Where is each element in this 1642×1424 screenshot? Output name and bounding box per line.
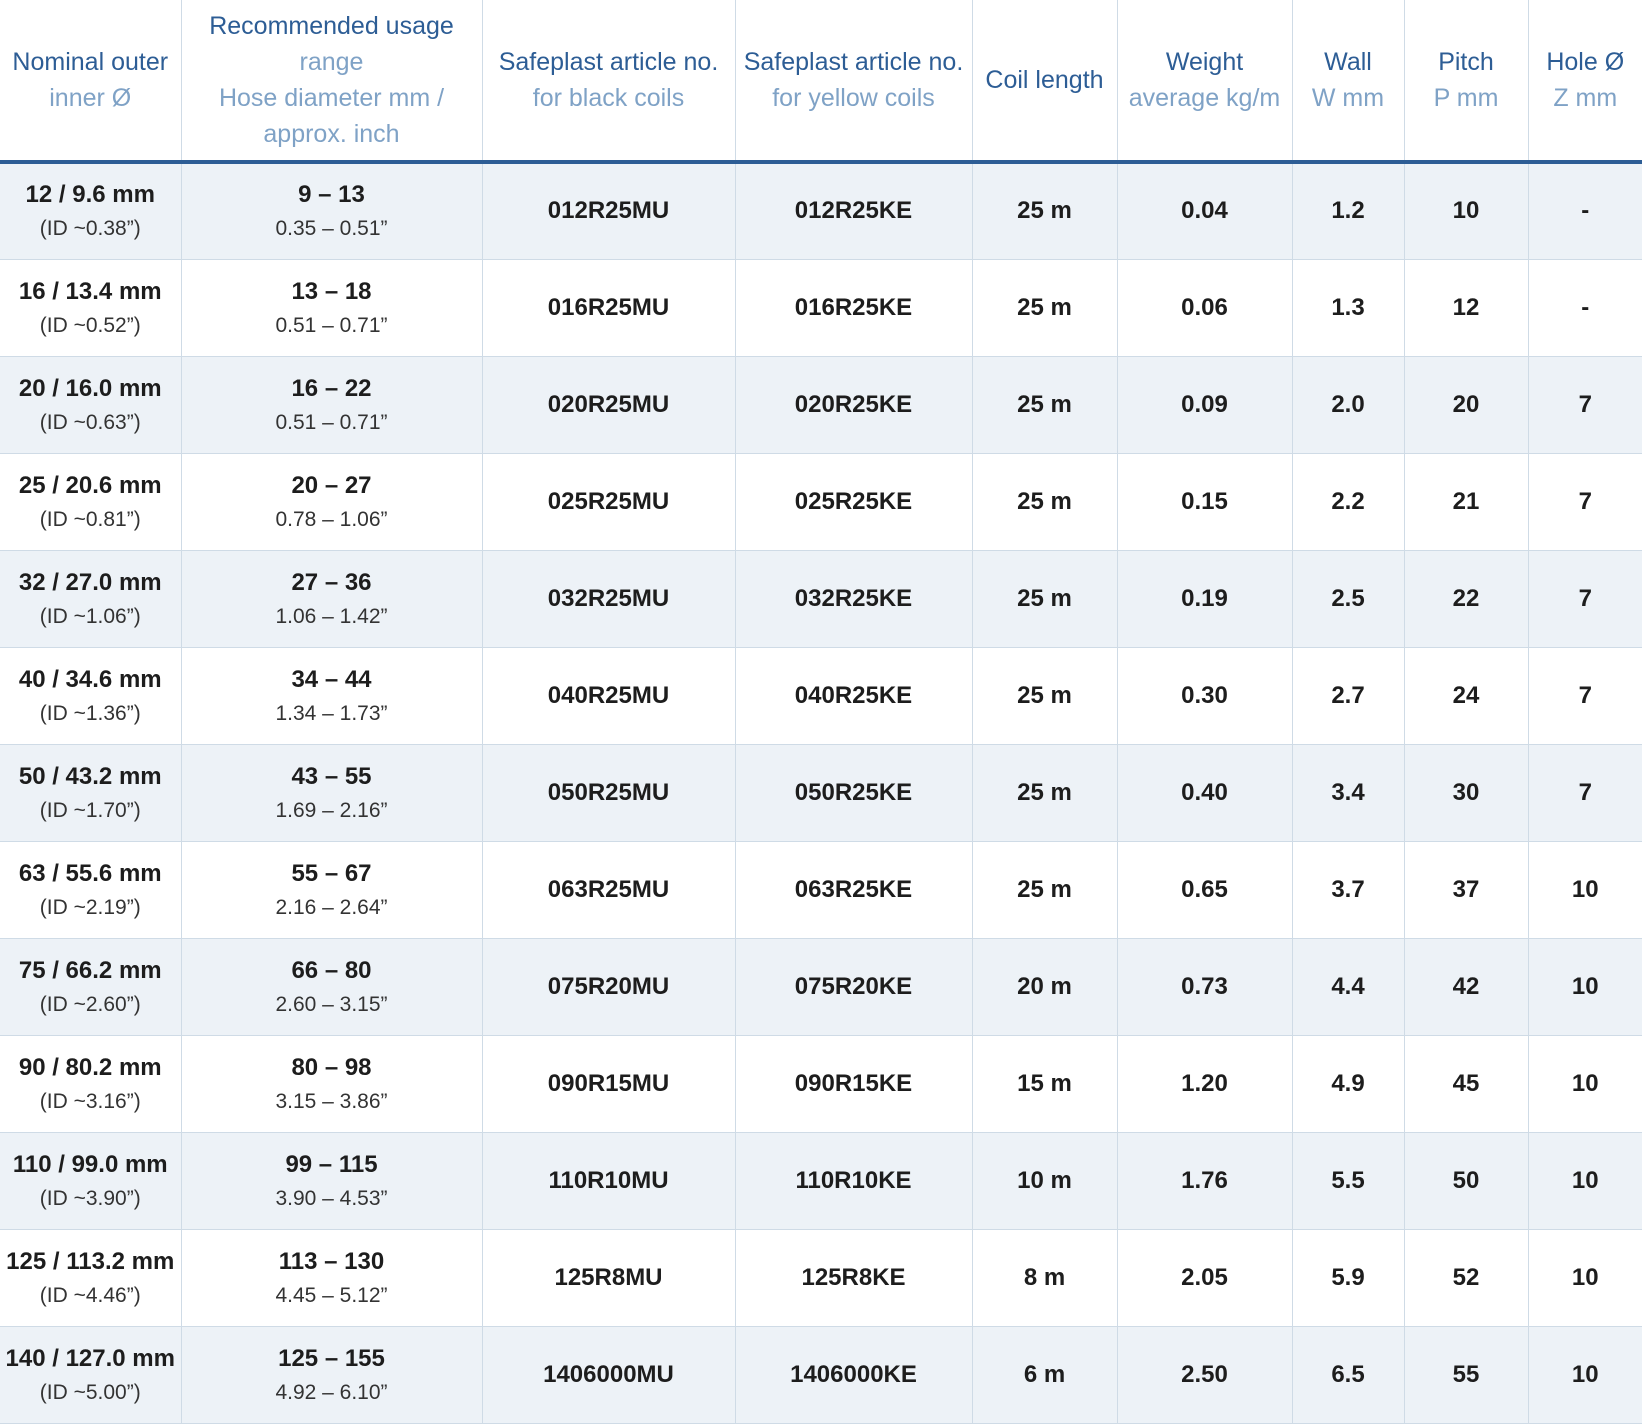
cell-pitch: 52 — [1404, 1229, 1528, 1326]
cell-hole: 10 — [1528, 1229, 1642, 1326]
usage-range-mm: 43 – 55 — [291, 762, 372, 790]
cell-black-article: 032R25MU — [482, 550, 735, 647]
cell-yellow-article: 025R25KE — [735, 453, 972, 550]
header-subtitle: inner Ø — [49, 84, 132, 112]
cell-nominal — [0, 647, 181, 744]
cell-black-article: 040R25MU — [482, 647, 735, 744]
cell-black-article: 075R20MU — [482, 938, 735, 1035]
nominal-diameter: 12 / 9.6 mm — [25, 181, 155, 209]
usage-range-mm: 55 – 67 — [291, 859, 372, 887]
cell-yellow-article: 125R8KE — [735, 1229, 972, 1326]
cell-yellow-article: 040R25KE — [735, 647, 972, 744]
header-yellow-article — [735, 0, 972, 162]
cell-wall: 2.7 — [1292, 647, 1404, 744]
inner-diameter-inch: (ID ~1.06”) — [39, 604, 141, 628]
usage-range-mm: 34 – 44 — [291, 665, 372, 693]
cell-usage-range — [181, 1035, 482, 1132]
nominal-diameter: 20 / 16.0 mm — [18, 374, 162, 402]
table-row — [0, 1035, 1642, 1132]
header-title: Weight — [1165, 48, 1244, 76]
cell-usage-range — [181, 1229, 482, 1326]
inner-diameter-inch: (ID ~1.36”) — [39, 701, 141, 725]
nominal-diameter: 16 / 13.4 mm — [18, 277, 162, 305]
header-title: Safeplast article no. — [498, 48, 719, 76]
cell-pitch: 30 — [1404, 744, 1528, 841]
cell-yellow-article: 1406000KE — [735, 1326, 972, 1423]
inner-diameter-inch: (ID ~0.63”) — [39, 410, 141, 434]
usage-range-mm: 66 – 80 — [291, 956, 372, 984]
header-title: Hole Ø — [1546, 48, 1625, 76]
nominal-diameter: 63 / 55.6 mm — [18, 859, 162, 887]
cell-wall: 3.7 — [1292, 841, 1404, 938]
cell-yellow-article: 012R25KE — [735, 162, 972, 259]
cell-weight: 0.04 — [1117, 162, 1292, 259]
cell-usage-range — [181, 453, 482, 550]
cell-hole: 7 — [1528, 453, 1642, 550]
cell-wall: 5.9 — [1292, 1229, 1404, 1326]
cell-hole: 7 — [1528, 356, 1642, 453]
header-nominal — [0, 0, 181, 162]
cell-usage-range — [181, 356, 482, 453]
usage-range-inch: 0.78 – 1.06” — [275, 507, 388, 531]
cell-usage-range — [181, 744, 482, 841]
cell-nominal — [0, 1229, 181, 1326]
usage-range-mm: 13 – 18 — [291, 277, 372, 305]
header-wall — [1292, 0, 1404, 162]
cell-usage-range — [181, 1326, 482, 1423]
header-title: Nominal outer — [12, 48, 169, 76]
cell-pitch: 10 — [1404, 162, 1528, 259]
cell-weight: 0.65 — [1117, 841, 1292, 938]
usage-range-inch: 3.90 – 4.53” — [275, 1186, 388, 1210]
table-row — [0, 356, 1642, 453]
cell-hole: 7 — [1528, 550, 1642, 647]
cell-pitch: 37 — [1404, 841, 1528, 938]
cell-wall: 4.9 — [1292, 1035, 1404, 1132]
cell-yellow-article: 075R20KE — [735, 938, 972, 1035]
cell-nominal — [0, 162, 181, 259]
header-weight — [1117, 0, 1292, 162]
cell-nominal — [0, 1132, 181, 1229]
header-subtitle: for yellow coils — [772, 84, 935, 112]
table-row — [0, 550, 1642, 647]
cell-hole: 7 — [1528, 744, 1642, 841]
cell-wall: 2.0 — [1292, 356, 1404, 453]
cell-weight: 1.76 — [1117, 1132, 1292, 1229]
header-subtitle: range — [299, 48, 364, 76]
cell-coil-length: 25 m — [972, 841, 1117, 938]
cell-yellow-article: 020R25KE — [735, 356, 972, 453]
header-title: Safeplast article no. — [743, 48, 964, 76]
header-title: Pitch — [1438, 48, 1494, 76]
cell-wall: 6.5 — [1292, 1326, 1404, 1423]
header-title: Wall — [1324, 48, 1372, 76]
cell-nominal — [0, 453, 181, 550]
inner-diameter-inch: (ID ~0.38”) — [39, 217, 141, 241]
cell-yellow-article: 032R25KE — [735, 550, 972, 647]
table-row — [0, 1229, 1642, 1326]
usage-range-mm: 80 – 98 — [291, 1053, 372, 1081]
cell-weight: 2.50 — [1117, 1326, 1292, 1423]
cell-yellow-article: 090R15KE — [735, 1035, 972, 1132]
cell-wall: 2.5 — [1292, 550, 1404, 647]
cell-weight: 0.40 — [1117, 744, 1292, 841]
cell-pitch: 42 — [1404, 938, 1528, 1035]
nominal-diameter: 110 / 99.0 mm — [12, 1150, 168, 1178]
inner-diameter-inch: (ID ~2.60”) — [39, 992, 141, 1016]
cell-weight: 0.30 — [1117, 647, 1292, 744]
cell-nominal — [0, 841, 181, 938]
inner-diameter-inch: (ID ~2.19”) — [39, 895, 141, 919]
header-subtitle: Z mm — [1553, 84, 1618, 112]
cell-pitch: 50 — [1404, 1132, 1528, 1229]
usage-range-inch: 4.45 – 5.12” — [275, 1283, 388, 1307]
cell-usage-range — [181, 259, 482, 356]
cell-black-article: 063R25MU — [482, 841, 735, 938]
inner-diameter-inch: (ID ~1.70”) — [39, 798, 141, 822]
cell-weight: 0.73 — [1117, 938, 1292, 1035]
inner-diameter-inch: (ID ~0.52”) — [39, 313, 141, 337]
header-title: Recommended usage — [209, 12, 454, 40]
cell-black-article: 025R25MU — [482, 453, 735, 550]
cell-wall: 3.4 — [1292, 744, 1404, 841]
cell-black-article: 110R10MU — [482, 1132, 735, 1229]
usage-range-inch: 4.92 – 6.10” — [275, 1380, 388, 1404]
header-subtitle: average kg/m — [1128, 84, 1281, 112]
usage-range-inch: 2.16 – 2.64” — [275, 895, 388, 919]
cell-weight: 2.05 — [1117, 1229, 1292, 1326]
header-black-article — [482, 0, 735, 162]
usage-range-inch: 1.06 – 1.42” — [275, 604, 388, 628]
cell-coil-length: 25 m — [972, 744, 1117, 841]
cell-black-article: 050R25MU — [482, 744, 735, 841]
cell-nominal — [0, 938, 181, 1035]
inner-diameter-inch: (ID ~3.16”) — [39, 1089, 141, 1113]
table-row — [0, 841, 1642, 938]
cell-coil-length: 25 m — [972, 162, 1117, 259]
nominal-diameter: 25 / 20.6 mm — [18, 471, 162, 499]
inner-diameter-inch: (ID ~5.00”) — [39, 1380, 141, 1404]
usage-range-inch: 1.69 – 2.16” — [275, 798, 388, 822]
usage-range-mm: 16 – 22 — [291, 374, 372, 402]
cell-coil-length: 20 m — [972, 938, 1117, 1035]
header-recommended-range — [181, 0, 482, 162]
cell-coil-length: 8 m — [972, 1229, 1117, 1326]
table-body — [0, 162, 1642, 1423]
usage-range-mm: 20 – 27 — [291, 471, 372, 499]
table-row — [0, 1326, 1642, 1423]
cell-wall: 5.5 — [1292, 1132, 1404, 1229]
cell-nominal — [0, 356, 181, 453]
cell-hole: - — [1528, 259, 1642, 356]
cell-black-article: 125R8MU — [482, 1229, 735, 1326]
cell-usage-range — [181, 1132, 482, 1229]
cell-coil-length: 6 m — [972, 1326, 1117, 1423]
cell-hole: - — [1528, 162, 1642, 259]
usage-range-inch: 1.34 – 1.73” — [275, 701, 388, 725]
cell-weight: 0.19 — [1117, 550, 1292, 647]
cell-wall: 4.4 — [1292, 938, 1404, 1035]
header-subtitle: approx. inch — [263, 120, 400, 148]
cell-usage-range — [181, 841, 482, 938]
nominal-diameter: 90 / 80.2 mm — [18, 1053, 162, 1081]
cell-usage-range — [181, 550, 482, 647]
header-pitch — [1404, 0, 1528, 162]
table-row — [0, 744, 1642, 841]
cell-weight: 1.20 — [1117, 1035, 1292, 1132]
cell-coil-length: 25 m — [972, 356, 1117, 453]
header-title: Coil length — [985, 66, 1104, 94]
cell-black-article: 012R25MU — [482, 162, 735, 259]
cell-hole: 10 — [1528, 841, 1642, 938]
cell-nominal — [0, 1326, 181, 1423]
table-row — [0, 453, 1642, 550]
cell-nominal — [0, 259, 181, 356]
header-subtitle: for black coils — [532, 84, 685, 112]
nominal-diameter: 140 / 127.0 mm — [5, 1344, 175, 1372]
cell-pitch: 21 — [1404, 453, 1528, 550]
nominal-diameter: 50 / 43.2 mm — [18, 762, 162, 790]
cell-usage-range — [181, 162, 482, 259]
cell-weight: 0.09 — [1117, 356, 1292, 453]
cell-wall: 1.3 — [1292, 259, 1404, 356]
table-row — [0, 938, 1642, 1035]
cell-coil-length: 25 m — [972, 259, 1117, 356]
inner-diameter-inch: (ID ~4.46”) — [39, 1283, 141, 1307]
cell-usage-range — [181, 938, 482, 1035]
cell-usage-range — [181, 647, 482, 744]
header-subtitle: P mm — [1433, 84, 1499, 112]
usage-range-inch: 2.60 – 3.15” — [275, 992, 388, 1016]
cell-weight: 0.15 — [1117, 453, 1292, 550]
cell-hole: 10 — [1528, 1326, 1642, 1423]
inner-diameter-inch: (ID ~3.90”) — [39, 1186, 141, 1210]
cell-pitch: 24 — [1404, 647, 1528, 744]
cell-coil-length: 10 m — [972, 1132, 1117, 1229]
usage-range-inch: 0.51 – 0.71” — [275, 410, 388, 434]
cell-coil-length: 25 m — [972, 647, 1117, 744]
cell-black-article: 016R25MU — [482, 259, 735, 356]
usage-range-mm: 9 – 13 — [298, 181, 365, 209]
table-row — [0, 647, 1642, 744]
cell-nominal — [0, 744, 181, 841]
cell-black-article: 020R25MU — [482, 356, 735, 453]
cell-hole: 10 — [1528, 938, 1642, 1035]
cell-coil-length: 15 m — [972, 1035, 1117, 1132]
table-row — [0, 259, 1642, 356]
usage-range-mm: 113 – 130 — [278, 1247, 385, 1275]
cell-weight: 0.06 — [1117, 259, 1292, 356]
cell-yellow-article: 050R25KE — [735, 744, 972, 841]
cell-yellow-article: 110R10KE — [735, 1132, 972, 1229]
cell-coil-length: 25 m — [972, 453, 1117, 550]
cell-nominal — [0, 550, 181, 647]
nominal-diameter: 40 / 34.6 mm — [18, 665, 162, 693]
nominal-diameter: 125 / 113.2 mm — [6, 1247, 175, 1275]
cell-coil-length: 25 m — [972, 550, 1117, 647]
cell-pitch: 12 — [1404, 259, 1528, 356]
cell-hole: 10 — [1528, 1132, 1642, 1229]
cell-pitch: 22 — [1404, 550, 1528, 647]
usage-range-inch: 3.15 – 3.86” — [275, 1089, 388, 1113]
cell-pitch: 55 — [1404, 1326, 1528, 1423]
usage-range-inch: 0.51 – 0.71” — [275, 313, 388, 337]
cell-wall: 2.2 — [1292, 453, 1404, 550]
cell-black-article: 090R15MU — [482, 1035, 735, 1132]
cell-pitch: 45 — [1404, 1035, 1528, 1132]
table-row — [0, 162, 1642, 259]
header-subtitle: W mm — [1311, 84, 1385, 112]
table-header — [0, 0, 1642, 162]
nominal-diameter: 32 / 27.0 mm — [18, 568, 162, 596]
cell-pitch: 20 — [1404, 356, 1528, 453]
table-row — [0, 1132, 1642, 1229]
cell-hole: 7 — [1528, 647, 1642, 744]
inner-diameter-inch: (ID ~0.81”) — [39, 507, 141, 531]
cell-nominal — [0, 1035, 181, 1132]
header-coil-length — [972, 0, 1117, 162]
header-subtitle: Hose diameter mm / — [218, 84, 445, 112]
cell-wall: 1.2 — [1292, 162, 1404, 259]
cell-yellow-article: 016R25KE — [735, 259, 972, 356]
cell-black-article: 1406000MU — [482, 1326, 735, 1423]
nominal-diameter: 75 / 66.2 mm — [18, 956, 162, 984]
usage-range-mm: 99 – 115 — [285, 1150, 378, 1178]
usage-range-mm: 27 – 36 — [291, 568, 372, 596]
cell-hole: 10 — [1528, 1035, 1642, 1132]
usage-range-inch: 0.35 – 0.51” — [275, 217, 388, 241]
header-row — [0, 0, 1642, 162]
header-hole — [1528, 0, 1642, 162]
usage-range-mm: 125 – 155 — [278, 1344, 385, 1372]
cell-yellow-article: 063R25KE — [735, 841, 972, 938]
